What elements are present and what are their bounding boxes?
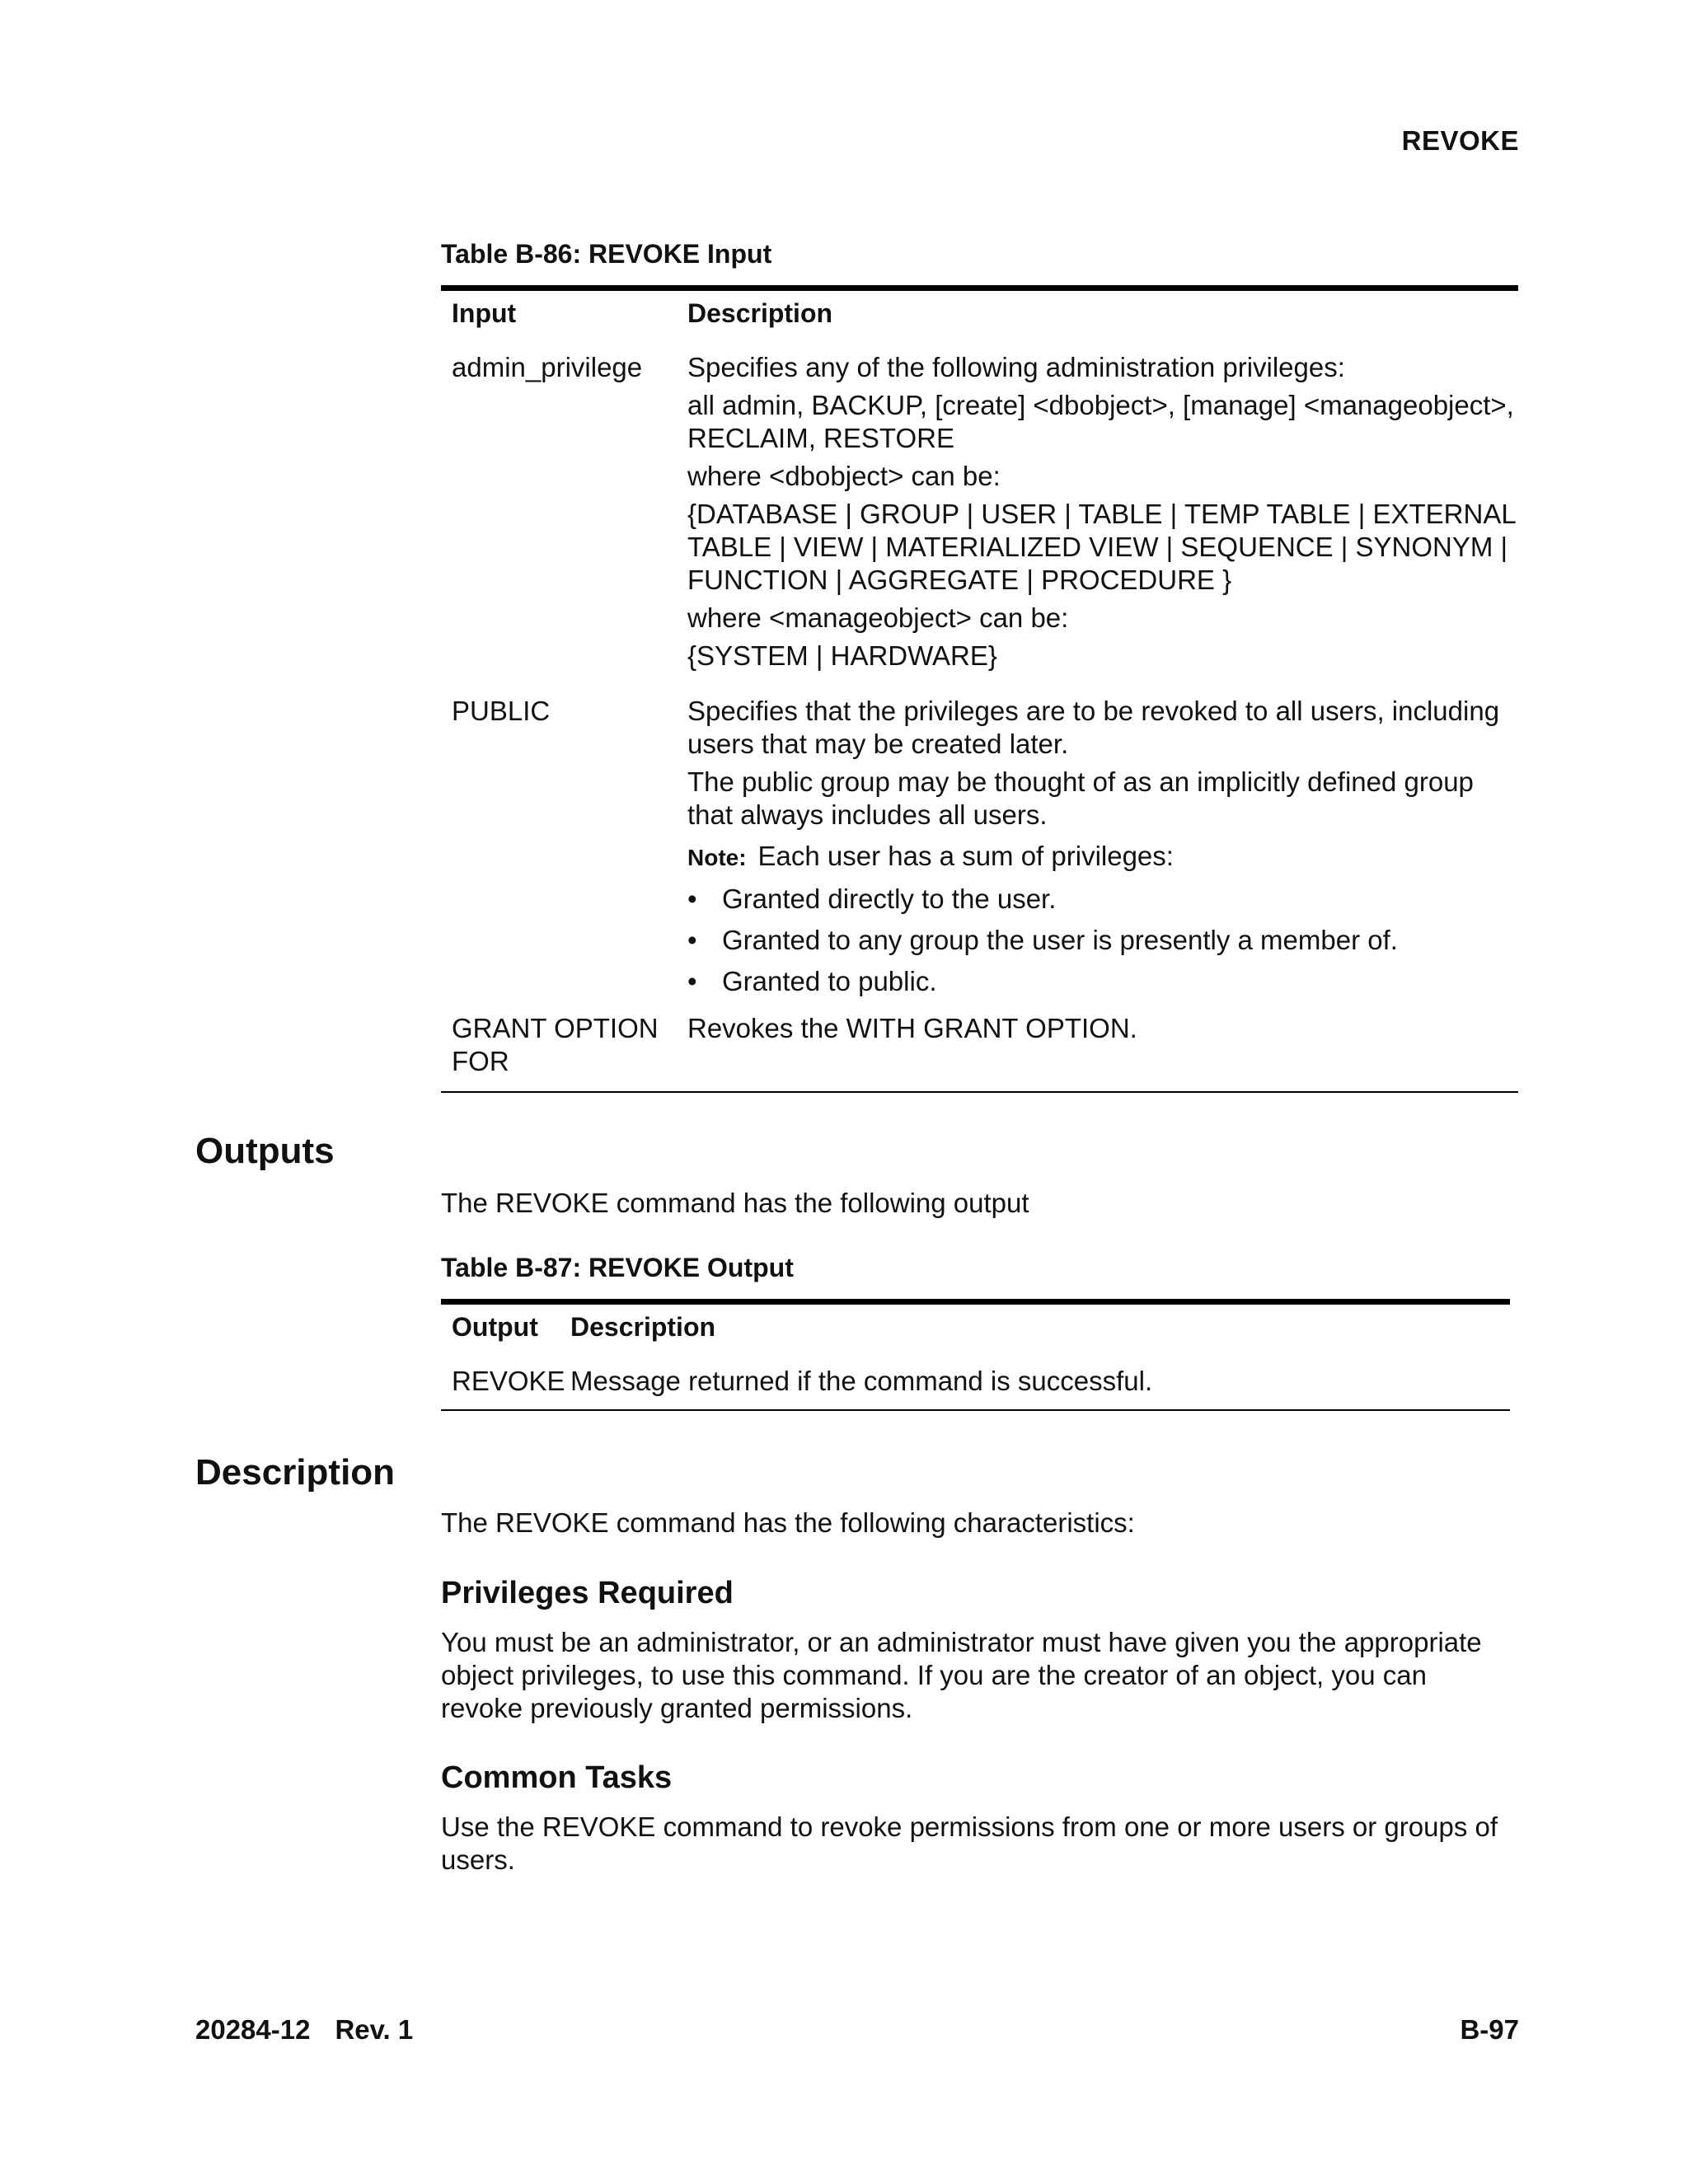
footer-doc-number	[195, 2014, 413, 2046]
description-paragraph: Specifies that the privileges are to be revoked to all users, including users that may be created later.	[687, 696, 1500, 759]
output-table-bottom-rule	[441, 1409, 1510, 1411]
description-paragraph: where <manageobject> can be:	[687, 602, 1069, 633]
description-paragraph: where <dbobject> can be:	[687, 461, 1001, 491]
description-paragraph: {SYSTEM | HARDWARE}	[687, 640, 997, 671]
description-cell-public	[687, 695, 1516, 1006]
input-column-header: Input	[452, 298, 517, 328]
revision: Rev. 1	[335, 2014, 414, 2045]
description-paragraph: Revokes the WITH GRANT OPTION.	[687, 1013, 1137, 1043]
description-heading: Description	[195, 1452, 396, 1493]
footer-page-number: B-97	[1460, 2014, 1519, 2045]
bullet-icon: •	[687, 883, 697, 914]
description-paragraph: Specifies any of the following administration privileges:	[687, 352, 1345, 382]
running-header: REVOKE	[1401, 125, 1519, 156]
privileges-required-text: You must be an administrator, or an administrator must have given you the appropriate object privileges, to use this command. If you are the creator of an object, you can revoke previously granted permissions.	[441, 1627, 1482, 1723]
input-cell-grant-option-for: GRANT OPTION FOR	[452, 1013, 659, 1076]
output-description-column-header: Description	[570, 1312, 716, 1342]
output-table-caption: Table B-87: REVOKE Output	[441, 1253, 794, 1282]
bullet-icon: •	[687, 966, 697, 996]
common-tasks-heading: Common Tasks	[441, 1760, 673, 1795]
output-column-header: Output	[452, 1312, 538, 1342]
note-paragraph	[687, 840, 1516, 874]
bullet-icon: •	[687, 925, 697, 955]
outputs-heading: Outputs	[195, 1131, 335, 1171]
doc-number: 20284-12	[195, 2014, 311, 2045]
privileges-required-heading: Privileges Required	[441, 1576, 734, 1610]
description-intro: The REVOKE command has the following characteristics:	[441, 1507, 1135, 1538]
description-column-header: Description	[687, 298, 833, 328]
privilege-bullet-list	[687, 883, 1516, 998]
list-item: • Granted to any group the user is presently a member of.	[687, 925, 1398, 955]
description-paragraph: The public group may be thought of as an implicitly defined group that always includes all users.	[687, 766, 1474, 830]
outputs-intro: The REVOKE command has the following output	[441, 1188, 1029, 1218]
common-tasks-text: Use the REVOKE command to revoke permissions from one or more users or groups of users.	[441, 1811, 1498, 1875]
input-table-top-rule	[441, 285, 1518, 291]
output-description-cell: Message returned if the command is successful.	[570, 1366, 1153, 1396]
output-cell-revoke: REVOKE	[452, 1366, 565, 1396]
note-text: Each user has a sum of privileges:	[757, 841, 1174, 871]
note-label: Note:	[687, 845, 747, 870]
list-item: • Granted to public.	[687, 966, 937, 996]
list-item: • Granted directly to the user.	[687, 883, 1057, 914]
description-cell-grant-option-for	[687, 1012, 1516, 1050]
description-paragraph: {DATABASE | GROUP | USER | TABLE | TEMP TABLE | EXTERNAL TABLE | VIEW | MATERIALIZED VIEW | SEQUENCE | SYNONYM | FUNCTION | AGGREGATE | PROCEDURE }	[687, 499, 1516, 595]
input-table-caption: Table B-86: REVOKE Input	[441, 239, 772, 269]
input-cell-admin-privilege: admin_privilege	[452, 352, 643, 382]
input-table-bottom-rule	[441, 1091, 1518, 1093]
output-table-top-rule	[441, 1299, 1510, 1305]
description-paragraph: all admin, BACKUP, [create] <dbobject>, [manage] <manageobject>, RECLAIM, RESTORE	[687, 390, 1514, 453]
input-cell-public: PUBLIC	[452, 696, 551, 726]
description-cell-admin-privilege	[687, 351, 1516, 677]
